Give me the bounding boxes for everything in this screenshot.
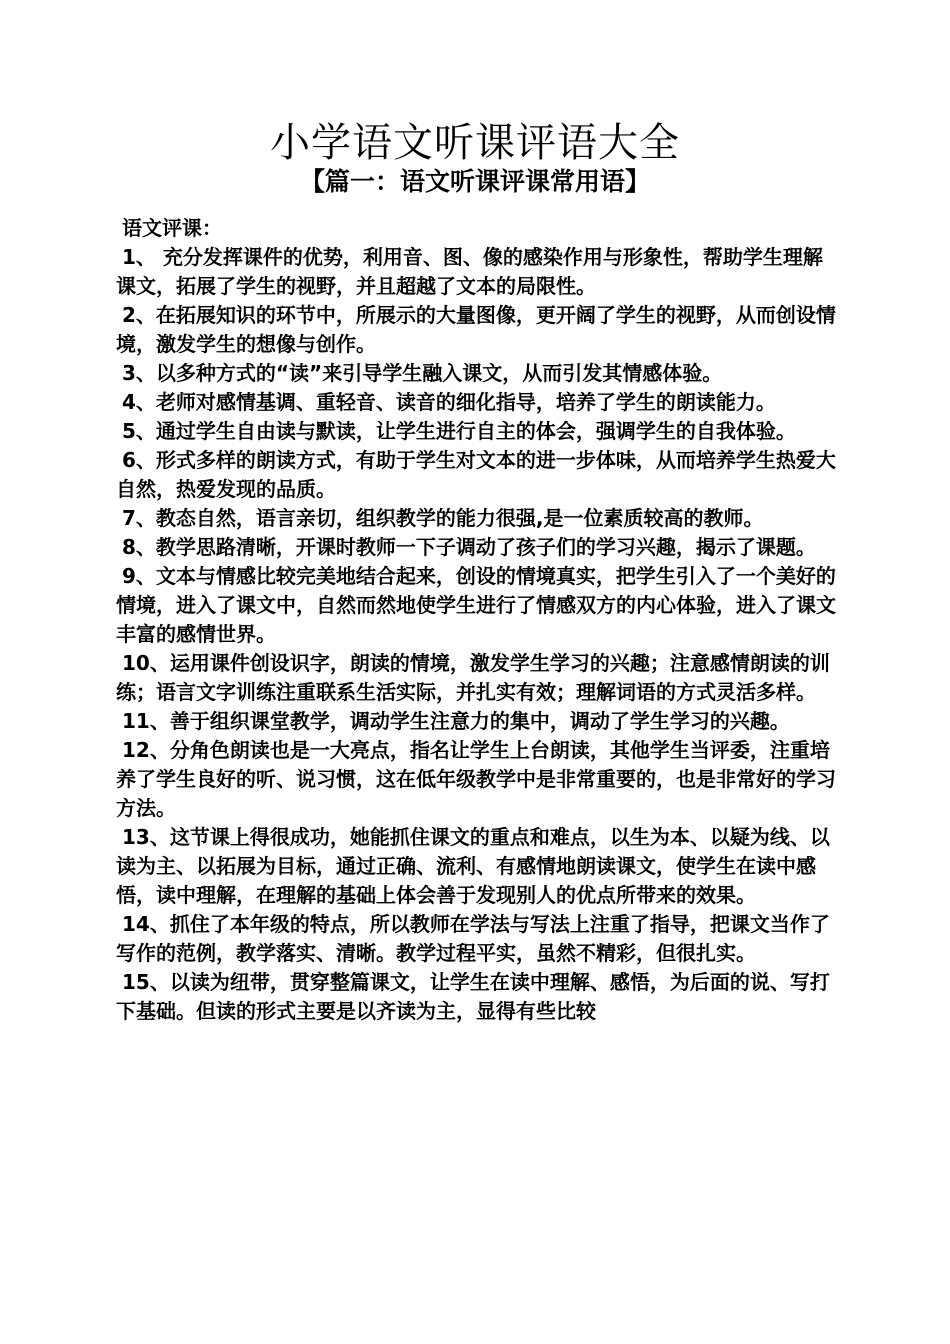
list-item: 2、在拓展知识的环节中，所展示的大量图像，更开阔了学生的视野，从而创设情境，激发学生的想像与创作。	[116, 303, 836, 356]
list-item: 6、形式多样的朗读方式，有助于学生对文本的进一步体味，从而培养学生热爱大自然，热爱发现的品质。	[116, 448, 836, 501]
list-item: 5、通过学生自由读与默读，让学生进行自主的体会，强调学生的自我体验。	[122, 419, 796, 443]
list-item: 15、以读为纽带，贯穿整篇课文，让学生在读中理解、感悟，为后面的说、写打下基础。但读的形式主要是以齐读为主，显得有些比较	[116, 970, 830, 1023]
list-item: 8、教学思路清晰，开课时教师一下子调动了孩子们的学习兴趣，揭示了课题。	[122, 535, 816, 559]
list-item: 9、文本与情感比较完美地结合起来，创设的情境真实，把学生引入了一个美好的情境，进入了课文中，自然而然地使学生进行了情感双方的内心体验，进入了课文丰富的感情世界。	[116, 564, 836, 646]
list-item: 10、运用课件创设识字，朗读的情境，激发学生学习的兴趣；注意感情朗读的训练；语言文字训练注重联系生活实际，并扎实有效；理解词语的方式灵活多样。	[116, 651, 830, 704]
list-item: 4、老师对感情基调、重轻音、读音的细化指导，培养了学生的朗读能力。	[122, 390, 776, 414]
list-item: 13、这节课上得很成功，她能抓住课文的重点和难点，以生为本、以疑为线、以读为主、以拓展为目标，通过正确、流利、有感情地朗读课文，使学生在读中感悟，读中理解，在理解的基础上体会善于发现别人的优点所带来的效果。	[116, 825, 830, 907]
list-item: 1、 充分发挥课件的优势，利用音、图、像的感染作用与形象性，帮助学生理解课文，拓展了学生的视野，并且超越了文本的局限性。	[116, 245, 823, 298]
document-title: 小学语文听课评语大全	[270, 120, 680, 166]
list-item: 12、分角色朗读也是一大亮点，指名让学生上台朗读，其他学生当评委，注重培养了学生良好的听、说习惯，这在低年级教学中是非常重要的，也是非常好的学习方法。	[116, 738, 836, 820]
section-label: 语文评课：	[122, 216, 222, 240]
list-item: 7、教态自然，语言亲切，组织教学的能力很强,是一位素质较高的教师。	[122, 506, 764, 530]
list-item: 14、抓住了本年级的特点，所以教师在学法与写法上注重了指导，把课文当作了写作的范例，教学落实、清晰。教学过程平实，虽然不精彩，但很扎实。	[116, 912, 830, 965]
list-item: 11、善于组织课堂教学，调动学生注意力的集中，调动了学生学习的兴趣。	[122, 709, 790, 733]
document-body	[116, 214, 838, 1026]
document-subtitle: 【篇一：语文听课评课常用语】	[299, 167, 650, 196]
list-item: 3、以多种方式的“读”来引导学生融入课文，从而引发其情感体验。	[122, 361, 723, 385]
